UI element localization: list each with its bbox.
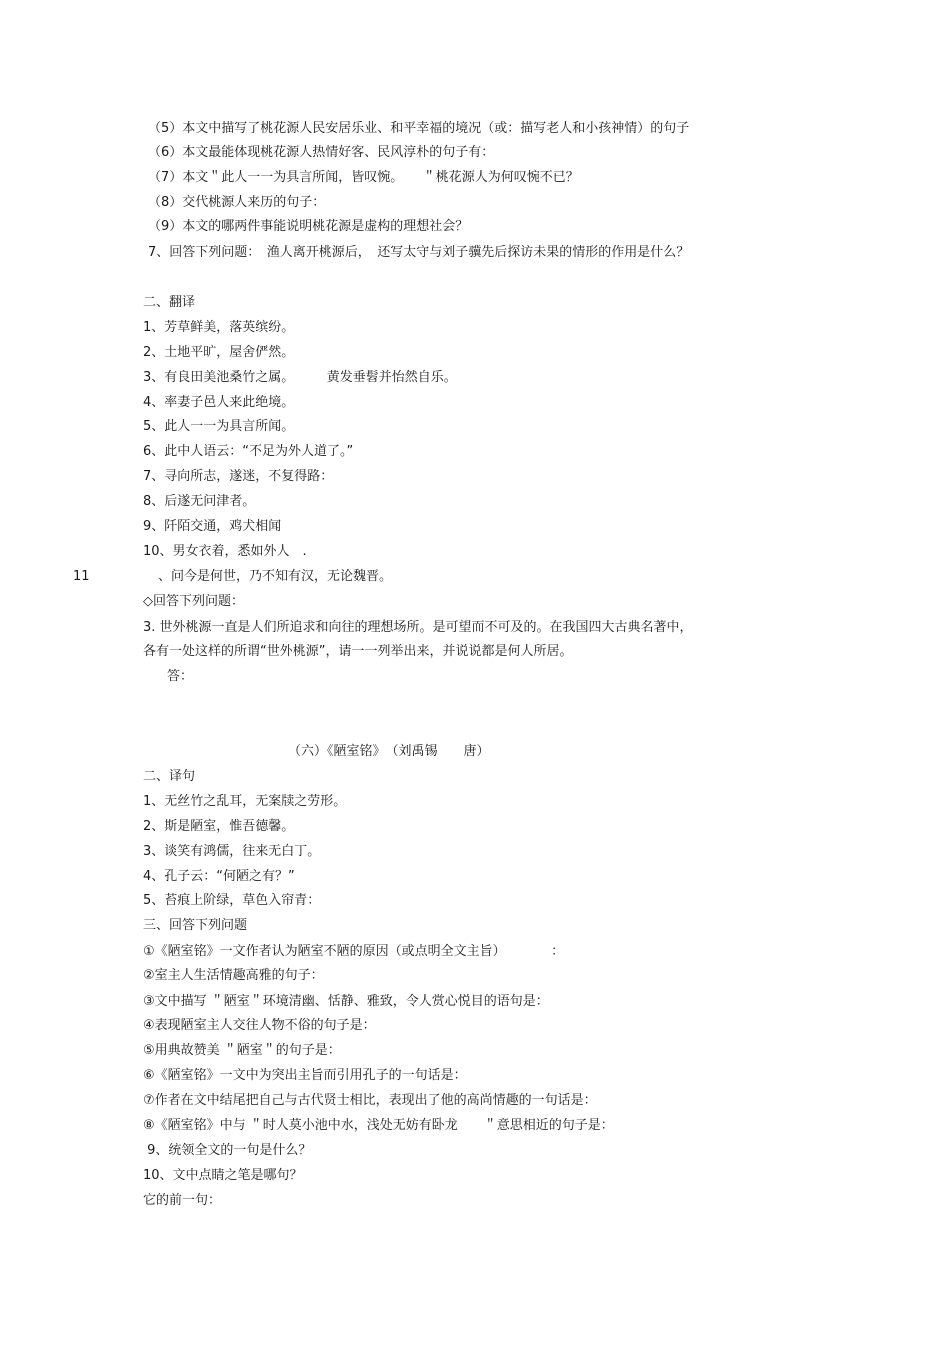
question-9: （9）本文的哪两件事能说明桃花源是虚构的理想社会？ <box>148 219 469 234</box>
translate-item: 10、男女衣着，悉如外人 . <box>143 544 307 559</box>
lou-question: ③文中描写 ＂陋室＂环境清幽、恬静、雅致，令人赏心悦目的语句是： <box>143 994 549 1009</box>
lou-question: 它的前一句： <box>143 1193 222 1208</box>
translate-item-11-number: 11 <box>73 569 90 584</box>
translate-item-11-text: 、问今是何世，乃不知有汉，无论魏晋。 <box>158 569 393 584</box>
translate-heading: 二、翻译 <box>143 295 196 310</box>
translate-item: 2、土地平旷，屋舍俨然。 <box>143 345 295 360</box>
translate-item: 4、率妻子邑人来此绝境。 <box>143 395 295 410</box>
lou-translate-item: 5、苔痕上阶绿，草色入帘青： <box>143 893 321 908</box>
lou-question: ⑧《陋室铭》中与 ＂时人莫小池中水，浅处无妨有卧龙 ＂意思相近的句子是： <box>143 1118 614 1133</box>
question-3-line-1: 3. 世外桃源一直是人们所追求和向往的理想场所。是可望而不可及的。在我国四大古典名著中， <box>143 620 693 635</box>
lou-question: ①《陋室铭》一文作者认为陋室不陋的原因（或点明全文主旨） ： <box>143 944 565 959</box>
question-3-line-2: 各有一处这样的所谓“世外桃源”，请一一列举出来，并说说都是何人所居。 <box>143 644 573 659</box>
question-5: （5）本文中描写了桃花源人民安居乐业、和平幸福的境况（或：描写老人和小孩神情）的句子 <box>148 121 690 136</box>
translate-item: 5、此人一一为具言所闻。 <box>143 419 295 434</box>
question-7: （7）本文＂此人一一为具言所闻，皆叹惋。 ＂桃花源人为何叹惋不已？ <box>148 170 579 185</box>
lou-translate-heading: 二、译句 <box>143 769 196 784</box>
lou-question: 9、统领全文的一句是什么？ <box>143 1143 312 1158</box>
translate-item: 1、芳草鲜美，落英缤纷。 <box>143 320 295 335</box>
lou-question: 10、文中点睛之笔是哪句？ <box>143 1168 303 1183</box>
lou-translate-item: 1、无丝竹之乱耳，无案牍之劳形。 <box>143 794 347 809</box>
section-title: （六）《陋室铭》 （刘禹锡 唐） <box>288 744 490 759</box>
question-7b: 7、回答下列问题： 渔人离开桃源后， 还写太守与刘子骥先后探访未果的情形的作用是什么？ <box>148 245 690 260</box>
lou-question: ⑦作者在文中结尾把自己与古代贤士相比，表现出了他的高尚情趣的一句话是： <box>143 1093 597 1108</box>
lou-questions-heading: 三、回答下列问题 <box>143 918 248 933</box>
lou-question: ⑥《陋室铭》一文中为突出主旨而引用孔子的一句话是： <box>143 1068 467 1083</box>
translate-item: 3、有良田美池桑竹之属。 黄发垂髫并怡然自乐。 <box>143 370 457 385</box>
lou-translate-item: 4、孔子云：“何陋之有？” <box>143 869 295 884</box>
question-6: （6）本文最能体现桃花源人热情好客、民风淳朴的句子有： <box>148 145 495 160</box>
question-8: （8）交代桃源人来历的句子： <box>148 195 326 210</box>
answer-label: 答： <box>167 669 194 684</box>
translate-item: 8、后遂无问津者。 <box>143 494 256 509</box>
translate-item: 9、阡陌交通，鸡犬相闻 <box>143 519 282 534</box>
translate-item: 6、此中人语云：“不足为外人道了。” <box>143 444 354 459</box>
lou-translate-item: 3、谈笑有鸿儒，往来无白丁。 <box>143 844 321 859</box>
answer-section-heading: ◇回答下列问题： <box>143 594 244 609</box>
translate-item: 7、寻向所志，遂迷，不复得路： <box>143 469 334 484</box>
lou-question: ⑤用典故赞美 ＂陋室＂的句子是： <box>143 1043 341 1058</box>
lou-question: ②室主人生活情趣高雅的句子： <box>143 968 324 983</box>
lou-question: ④表现陋室主人交往人物不俗的句子是： <box>143 1018 376 1033</box>
lou-translate-item: 2、斯是陋室，惟吾德馨。 <box>143 819 295 834</box>
